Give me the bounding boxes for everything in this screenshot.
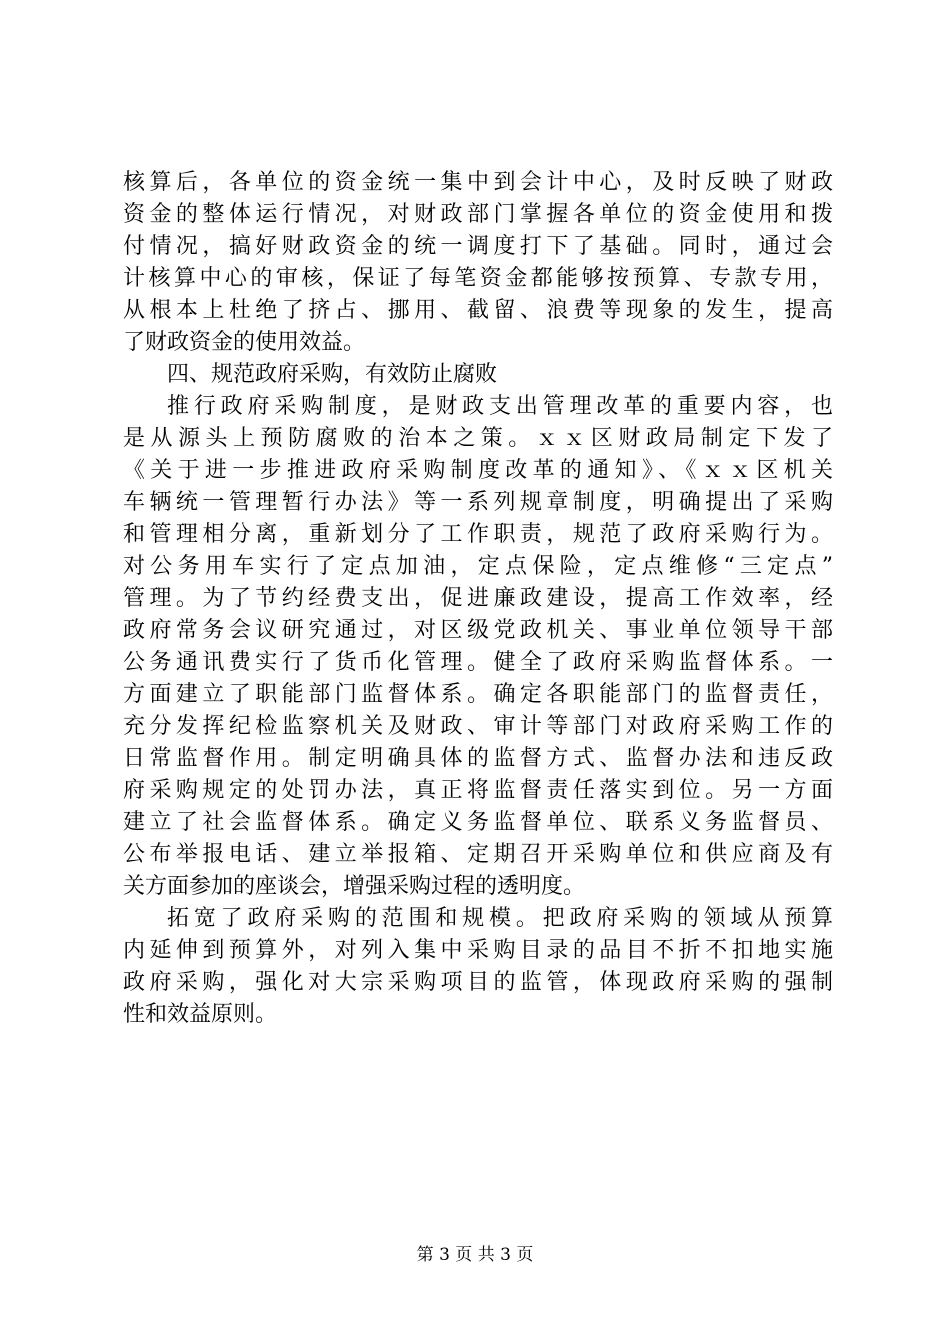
page-footer: 第 3 页 共 3 页 [416,1245,534,1265]
text-line: 付情况，搞好财政资金的统一调度打下了基础。同时，通过会 [123,234,833,259]
text-line: 了财政资金的使用效益。 [123,330,366,355]
text-line: 对公务用车实行了定点加油，定点保险，定点维修“三定点” [123,554,833,579]
text-line: 方面建立了职能部门监督体系。确定各职能部门的监督责任， [123,682,833,707]
text-line: 政府采购，强化对大宗采购项目的监管，体现政府采购的强制 [123,970,833,995]
text-line: 拓宽了政府采购的范围和规模。把政府采购的领域从预算 [167,906,833,931]
text-line: 府采购规定的处罚办法，真正将监督责任落实到位。另一方面 [123,778,833,803]
text-line: 充分发挥纪检监察机关及财政、审计等部门对政府采购工作的 [123,714,833,739]
text-line: 车辆统一管理暂行办法》等一系列规章制度，明确提出了采购 [123,490,833,515]
text-line: 政府常务会议研究通过，对区级党政机关、事业单位领导干部 [123,618,833,643]
text-line: 建立了社会监督体系。确定义务监督单位、联系义务监督员、 [123,810,833,835]
text-line: 日常监督作用。制定明确具体的监督方式、监督办法和违反政 [123,746,833,771]
text-line: 公务通讯费实行了货币化管理。健全了政府采购监督体系。一 [123,650,833,675]
text-line: 公布举报电话、建立举报箱、定期召开采购单位和供应商及有 [123,842,833,867]
text-line: 是从源头上预防腐败的治本之策。ｘｘ区财政局制定下发了 [123,426,833,451]
text-line: 管理。为了节约经费支出，促进廉政建设，提高工作效率，经 [123,586,833,611]
text-line: 《关于进一步推进政府采购制度改革的通知》、《ｘｘ区机关 [123,458,833,483]
text-line: 从根本上杜绝了挤占、挪用、截留、浪费等现象的发生，提高 [123,298,833,323]
document-body [123,167,833,1031]
text-line: 内延伸到预算外，对列入集中采购目录的品目不折不扣地实施 [123,938,833,963]
text-line: 推行政府采购制度，是财政支出管理改革的重要内容，也 [167,394,833,419]
text-line: 核算后，各单位的资金统一集中到会计中心，及时反映了财政 [123,170,833,195]
text-line: 性和效益原则。 [123,1002,278,1027]
text-line: 和管理相分离，重新划分了工作职责，规范了政府采购行为。 [123,522,833,547]
text-line: 资金的整体运行情况，对财政部门掌握各单位的资金使用和拨 [123,202,833,227]
text-line: 四、规范政府采购，有效防止腐败 [167,362,498,387]
text-line: 计核算中心的审核，保证了每笔资金都能够按预算、专款专用， [123,266,833,291]
text-line: 关方面参加的座谈会，增强采购过程的透明度。 [123,874,586,899]
